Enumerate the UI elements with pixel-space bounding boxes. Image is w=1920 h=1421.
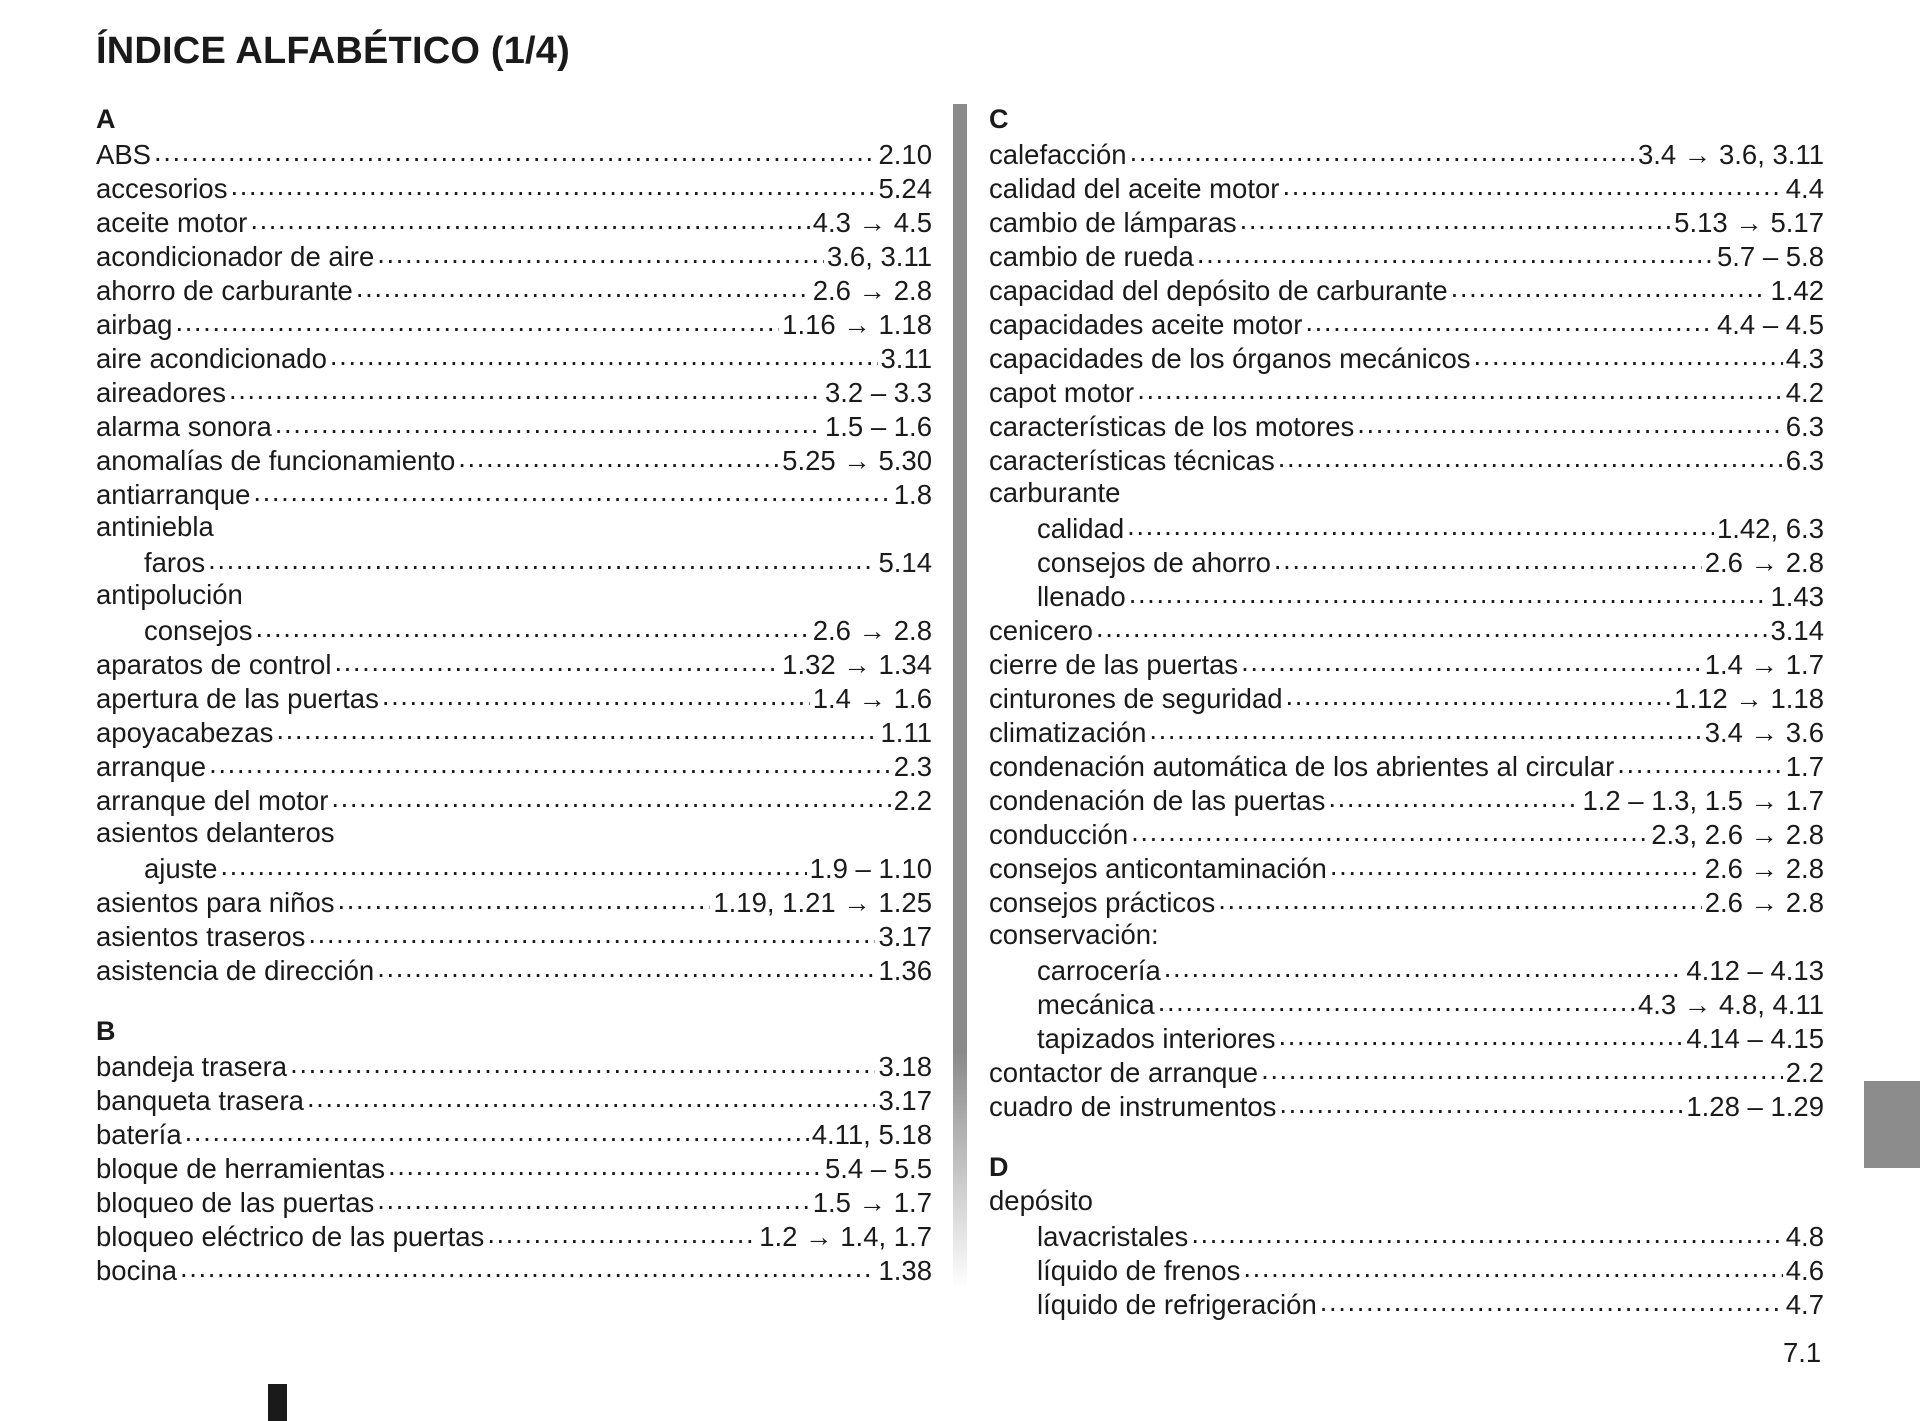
entry-page-ref: 2.6 → 2.8 — [1704, 852, 1824, 884]
index-subentry — [989, 1218, 1824, 1252]
index-entry — [989, 782, 1824, 816]
entry-term: conservación: — [989, 919, 1159, 950]
entry-term: antiniebla — [96, 511, 214, 542]
entry-page-ref: 2.3 — [893, 750, 932, 782]
entry-page-ref: 1.2 → 1.4, 1.7 — [759, 1220, 932, 1252]
dot-leader — [1191, 1218, 1782, 1246]
dot-leader — [1617, 748, 1783, 776]
dot-leader — [1164, 952, 1684, 980]
entry-term: aireadores — [96, 376, 226, 408]
dot-leader — [338, 884, 711, 912]
dot-leader — [1330, 850, 1702, 878]
index-entry — [989, 1088, 1824, 1122]
entry-page-ref: 2.6 → 2.8 — [1704, 886, 1824, 918]
entry-term: asientos para niños — [96, 886, 335, 918]
entry-page-ref: 3.4 → 3.6 — [1704, 716, 1824, 748]
entry-page-ref: 1.16 → 1.18 — [782, 308, 932, 340]
dot-leader — [377, 238, 824, 266]
dot-leader — [377, 1184, 809, 1212]
entry-term: ABS — [96, 138, 152, 170]
dot-leader — [1240, 204, 1672, 232]
index-entry — [989, 884, 1824, 918]
dot-leader — [250, 204, 809, 232]
entry-page-ref: 5.7 – 5.8 — [1716, 240, 1824, 272]
entry-term: bloqueo de las puertas — [96, 1186, 375, 1218]
entry-page-ref: 4.2 — [1785, 376, 1824, 408]
dot-leader — [276, 714, 877, 742]
entry-page-ref: 1.5 – 1.6 — [824, 410, 932, 442]
section-letter: C — [989, 104, 1009, 134]
entry-page-ref: 3.11 — [880, 342, 932, 374]
index-section-c — [989, 102, 1824, 1122]
index-entry — [96, 1082, 932, 1116]
entry-term: climatización — [989, 716, 1147, 748]
entry-page-ref: 2.3, 2.6 → 2.8 — [1651, 818, 1824, 850]
entry-page-ref: 1.5 → 1.7 — [812, 1186, 932, 1218]
entry-page-ref: 1.7 — [1785, 750, 1824, 782]
index-subentry — [989, 1252, 1824, 1286]
dot-leader — [356, 272, 810, 300]
index-entry — [96, 408, 932, 442]
entry-term: condenación de las puertas — [989, 784, 1326, 816]
dot-leader — [1197, 238, 1714, 266]
index-entry — [96, 748, 932, 782]
dot-leader — [1328, 782, 1579, 810]
dot-leader — [208, 544, 875, 572]
index-entry — [989, 816, 1824, 850]
entry-term: cuadro de instrumentos — [989, 1090, 1277, 1122]
index-entry — [989, 612, 1824, 646]
entry-term: consejos prácticos — [989, 886, 1216, 918]
index-subentry — [989, 510, 1824, 544]
entry-page-ref: 3.2 – 3.3 — [824, 376, 932, 408]
dot-leader — [1261, 1054, 1783, 1082]
dot-leader — [253, 476, 890, 504]
entry-page-ref: 1.19, 1.21 → 1.25 — [713, 886, 932, 918]
entry-term: lavacristales — [1037, 1220, 1189, 1252]
dot-leader — [1274, 544, 1702, 572]
index-entry — [96, 272, 932, 306]
entry-page-ref: 2.6 → 2.8 — [1704, 546, 1824, 578]
index-entry — [989, 238, 1824, 272]
entry-term: alarma sonora — [96, 410, 272, 442]
entry-page-ref: 4.11, 5.18 — [811, 1118, 932, 1150]
index-entry — [96, 884, 932, 918]
dot-leader — [1320, 1286, 1783, 1314]
entry-page-ref: 1.11 — [880, 716, 932, 748]
entry-page-ref: 4.6 — [1785, 1254, 1824, 1286]
dot-leader — [1127, 510, 1714, 538]
chapter-tab — [1864, 1081, 1920, 1168]
entry-page-ref: 4.4 — [1785, 172, 1824, 204]
index-entry — [96, 1116, 932, 1150]
dot-leader — [377, 952, 875, 980]
entry-term: asientos delanteros — [96, 817, 335, 848]
entry-term: líquido de refrigeración — [1037, 1288, 1317, 1320]
entry-term: apoyacabezas — [96, 716, 274, 748]
index-column-right — [989, 102, 1824, 1320]
entry-term: faros — [144, 546, 206, 578]
dot-leader — [209, 748, 891, 776]
entry-page-ref: 1.28 – 1.29 — [1686, 1090, 1824, 1122]
dot-leader — [1137, 374, 1783, 402]
entry-term: cierre de las puertas — [989, 648, 1239, 680]
entry-page-ref: 2.10 — [878, 138, 932, 170]
entry-term: capacidad del depósito de carburante — [989, 274, 1448, 306]
index-entry — [96, 952, 932, 986]
index-subentry — [989, 952, 1824, 986]
entry-page-ref: 1.8 — [893, 478, 932, 510]
entry-term: capacidades de los órganos mecánicos — [989, 342, 1471, 374]
entry-page-ref: 3.17 — [878, 1084, 932, 1116]
entry-term: aparatos de control — [96, 648, 332, 680]
dot-leader — [1279, 1088, 1683, 1116]
entry-page-ref: 1.2 – 1.3, 1.5 → 1.7 — [1582, 784, 1824, 816]
page-number: 7.1 — [1783, 1337, 1822, 1368]
index-entry — [96, 136, 932, 170]
index-entry — [989, 204, 1824, 238]
entry-term: antipolución — [96, 579, 243, 610]
entry-page-ref: 5.4 – 5.5 — [824, 1152, 932, 1184]
index-subentry — [989, 986, 1824, 1020]
dot-leader — [154, 136, 875, 164]
entry-page-ref: 4.3 — [1785, 342, 1824, 374]
index-entry — [96, 510, 932, 544]
entry-term: arranque — [96, 750, 207, 782]
dot-leader — [308, 918, 875, 946]
entry-term: cambio de lámparas — [989, 206, 1237, 238]
entry-term: conducción — [989, 818, 1129, 850]
dot-leader — [1451, 272, 1768, 300]
dot-leader — [229, 374, 822, 402]
index-entry — [96, 714, 932, 748]
entry-page-ref: 1.36 — [878, 954, 932, 986]
entry-page-ref: 1.38 — [878, 1254, 932, 1286]
entry-term: cinturones de seguridad — [989, 682, 1283, 714]
dot-leader — [1305, 306, 1714, 334]
dot-leader — [1357, 408, 1782, 436]
entry-term: asistencia de dirección — [96, 954, 375, 986]
dot-leader — [1149, 714, 1701, 742]
entry-term: calidad del aceite motor — [989, 172, 1280, 204]
index-subentry — [96, 612, 932, 646]
print-mark — [268, 1384, 287, 1421]
entry-page-ref: 1.43 — [1770, 580, 1824, 612]
entry-term: líquido de frenos — [1037, 1254, 1241, 1286]
entry-term: aceite motor — [96, 206, 248, 238]
dot-leader — [1158, 986, 1635, 1014]
dot-leader — [330, 340, 878, 368]
entry-term: bloque de herramientas — [96, 1152, 385, 1184]
entry-term: llenado — [1037, 580, 1126, 612]
entry-term: ajuste — [144, 852, 218, 884]
dot-leader — [1474, 340, 1783, 368]
entry-term: banqueta trasera — [96, 1084, 304, 1116]
dot-leader — [1218, 884, 1702, 912]
dot-leader — [331, 782, 890, 810]
index-column-left — [96, 102, 932, 1286]
index-entry — [989, 476, 1824, 510]
index-entry — [96, 442, 932, 476]
dot-leader — [1129, 578, 1768, 606]
index-entry — [989, 918, 1824, 952]
entry-term: apertura de las puertas — [96, 682, 379, 714]
index-entry — [96, 1184, 932, 1218]
dot-leader — [290, 1048, 875, 1076]
entry-term: arranque del motor — [96, 784, 329, 816]
entry-page-ref: 1.4 → 1.6 — [812, 682, 932, 714]
dot-leader — [1278, 442, 1783, 470]
index-entry — [96, 646, 932, 680]
dot-leader — [230, 170, 875, 198]
entry-page-ref: 5.25 → 5.30 — [782, 444, 932, 476]
entry-page-ref: 2.6 → 2.8 — [812, 614, 932, 646]
dot-leader — [1243, 1252, 1782, 1280]
index-entry — [989, 442, 1824, 476]
index-subentry — [989, 1286, 1824, 1320]
entry-term: aire acondicionado — [96, 342, 327, 374]
dot-leader — [458, 442, 779, 470]
entry-term: bandeja trasera — [96, 1050, 288, 1082]
index-entry — [96, 1150, 932, 1184]
dot-leader — [256, 612, 810, 640]
index-entry — [96, 816, 932, 850]
entry-page-ref: 2.6 → 2.8 — [812, 274, 932, 306]
entry-page-ref: 6.3 — [1785, 410, 1824, 442]
entry-page-ref: 5.13 → 5.17 — [1674, 206, 1824, 238]
entry-page-ref: 3.4 → 3.6, 3.11 — [1637, 138, 1824, 170]
entry-term: calefacción — [989, 138, 1127, 170]
index-subentry — [96, 544, 932, 578]
dot-leader — [487, 1218, 756, 1246]
entry-page-ref: 3.6, 3.11 — [827, 240, 932, 272]
entry-term: características de los motores — [989, 410, 1355, 442]
entry-term: carrocería — [1037, 954, 1161, 986]
index-entry — [989, 1184, 1824, 1218]
entry-term: consejos — [144, 614, 253, 646]
entry-term: ahorro de carburante — [96, 274, 353, 306]
entry-page-ref: 5.14 — [878, 546, 932, 578]
index-entry — [989, 680, 1824, 714]
entry-page-ref: 4.4 – 4.5 — [1716, 308, 1824, 340]
entry-term: asientos traseros — [96, 920, 306, 952]
entry-page-ref: 1.42 — [1770, 274, 1824, 306]
index-entry — [96, 170, 932, 204]
index-entry — [989, 408, 1824, 442]
entry-page-ref: 2.2 — [893, 784, 932, 816]
dot-leader — [180, 1252, 875, 1280]
entry-term: depósito — [989, 1185, 1093, 1216]
entry-page-ref: 4.3 → 4.8, 4.11 — [1637, 988, 1824, 1020]
index-entry — [96, 1252, 932, 1286]
dot-leader — [307, 1082, 876, 1110]
index-entry — [989, 272, 1824, 306]
entry-term: bocina — [96, 1254, 178, 1286]
entry-page-ref: 4.8 — [1785, 1220, 1824, 1252]
entry-term: condenación automática de los abrientes al circular — [989, 750, 1615, 782]
entry-term: cenicero — [989, 614, 1093, 646]
dot-leader — [1286, 680, 1672, 708]
entry-term: mecánica — [1037, 988, 1155, 1020]
dot-leader — [1131, 816, 1648, 844]
index-entry — [96, 782, 932, 816]
entry-term: capot motor — [989, 376, 1135, 408]
dot-leader — [175, 306, 779, 334]
entry-term: antiarranque — [96, 478, 251, 510]
entry-term: contactor de arranque — [989, 1056, 1259, 1088]
index-entry — [96, 306, 932, 340]
dot-leader — [1130, 136, 1635, 164]
entry-page-ref: 1.42, 6.3 — [1716, 512, 1824, 544]
entry-page-ref: 5.24 — [878, 172, 932, 204]
index-entry — [989, 170, 1824, 204]
index-subentry — [989, 544, 1824, 578]
entry-term: cambio de rueda — [989, 240, 1194, 272]
entry-term: características técnicas — [989, 444, 1275, 476]
section-letter: D — [989, 1152, 1009, 1182]
index-entry — [989, 850, 1824, 884]
entry-page-ref: 2.2 — [1785, 1056, 1824, 1088]
section-letter: B — [96, 1016, 116, 1046]
entry-term: airbag — [96, 308, 173, 340]
entry-term: consejos de ahorro — [1037, 546, 1271, 578]
index-entry — [96, 374, 932, 408]
index-entry — [989, 136, 1824, 170]
section-letter: A — [96, 104, 116, 134]
dot-leader — [1282, 170, 1782, 198]
dot-leader — [1278, 1020, 1683, 1048]
index-entry — [96, 340, 932, 374]
dot-leader — [275, 408, 822, 436]
entry-page-ref: 1.9 – 1.10 — [809, 852, 932, 884]
index-entry — [96, 204, 932, 238]
entry-page-ref: 3.17 — [878, 920, 932, 952]
index-entry — [989, 714, 1824, 748]
entry-term: carburante — [989, 477, 1121, 508]
index-entry — [96, 238, 932, 272]
index-entry — [96, 1218, 932, 1252]
dot-leader — [388, 1150, 822, 1178]
index-entry — [989, 748, 1824, 782]
dot-leader — [1096, 612, 1768, 640]
index-section-b — [96, 1014, 932, 1286]
index-entry — [989, 306, 1824, 340]
entry-term: capacidades aceite motor — [989, 308, 1303, 340]
entry-term: batería — [96, 1118, 182, 1150]
page-title: ÍNDICE ALFABÉTICO (1/4) — [96, 30, 570, 72]
index-subentry — [96, 850, 932, 884]
index-entry — [989, 374, 1824, 408]
index-entry — [989, 1054, 1824, 1088]
dot-leader — [382, 680, 810, 708]
column-divider — [953, 104, 967, 1289]
entry-term: acondicionador de aire — [96, 240, 375, 272]
index-subentry — [989, 1020, 1824, 1054]
entry-page-ref: 1.12 → 1.18 — [1674, 682, 1824, 714]
entry-page-ref: 6.3 — [1785, 444, 1824, 476]
entry-page-ref: 1.4 → 1.7 — [1704, 648, 1824, 680]
index-entry — [96, 476, 932, 510]
entry-term: calidad — [1037, 512, 1125, 544]
entry-page-ref: 3.18 — [878, 1050, 932, 1082]
index-entry — [96, 918, 932, 952]
entry-page-ref: 4.12 – 4.13 — [1686, 954, 1824, 986]
entry-term: bloqueo eléctrico de las puertas — [96, 1220, 485, 1252]
entry-page-ref: 1.32 → 1.34 — [782, 648, 932, 680]
index-entry — [96, 680, 932, 714]
entry-term: accesorios — [96, 172, 228, 204]
entry-page-ref: 4.7 — [1785, 1288, 1824, 1320]
dot-leader — [185, 1116, 809, 1144]
entry-page-ref: 3.14 — [1770, 614, 1824, 646]
dot-leader — [220, 850, 806, 878]
entry-page-ref: 4.3 → 4.5 — [812, 206, 932, 238]
entry-term: tapizados interiores — [1037, 1022, 1276, 1054]
entry-term: anomalías de funcionamiento — [96, 444, 456, 476]
index-subentry — [989, 578, 1824, 612]
dot-leader — [1241, 646, 1702, 674]
index-entry — [989, 340, 1824, 374]
entry-page-ref: 4.14 – 4.15 — [1686, 1022, 1824, 1054]
index-entry — [96, 578, 932, 612]
index-section-d — [989, 1150, 1824, 1320]
index-section-a — [96, 102, 932, 986]
index-entry — [989, 646, 1824, 680]
entry-term: consejos anticontaminación — [989, 852, 1327, 884]
index-entry — [96, 1048, 932, 1082]
dot-leader — [334, 646, 779, 674]
